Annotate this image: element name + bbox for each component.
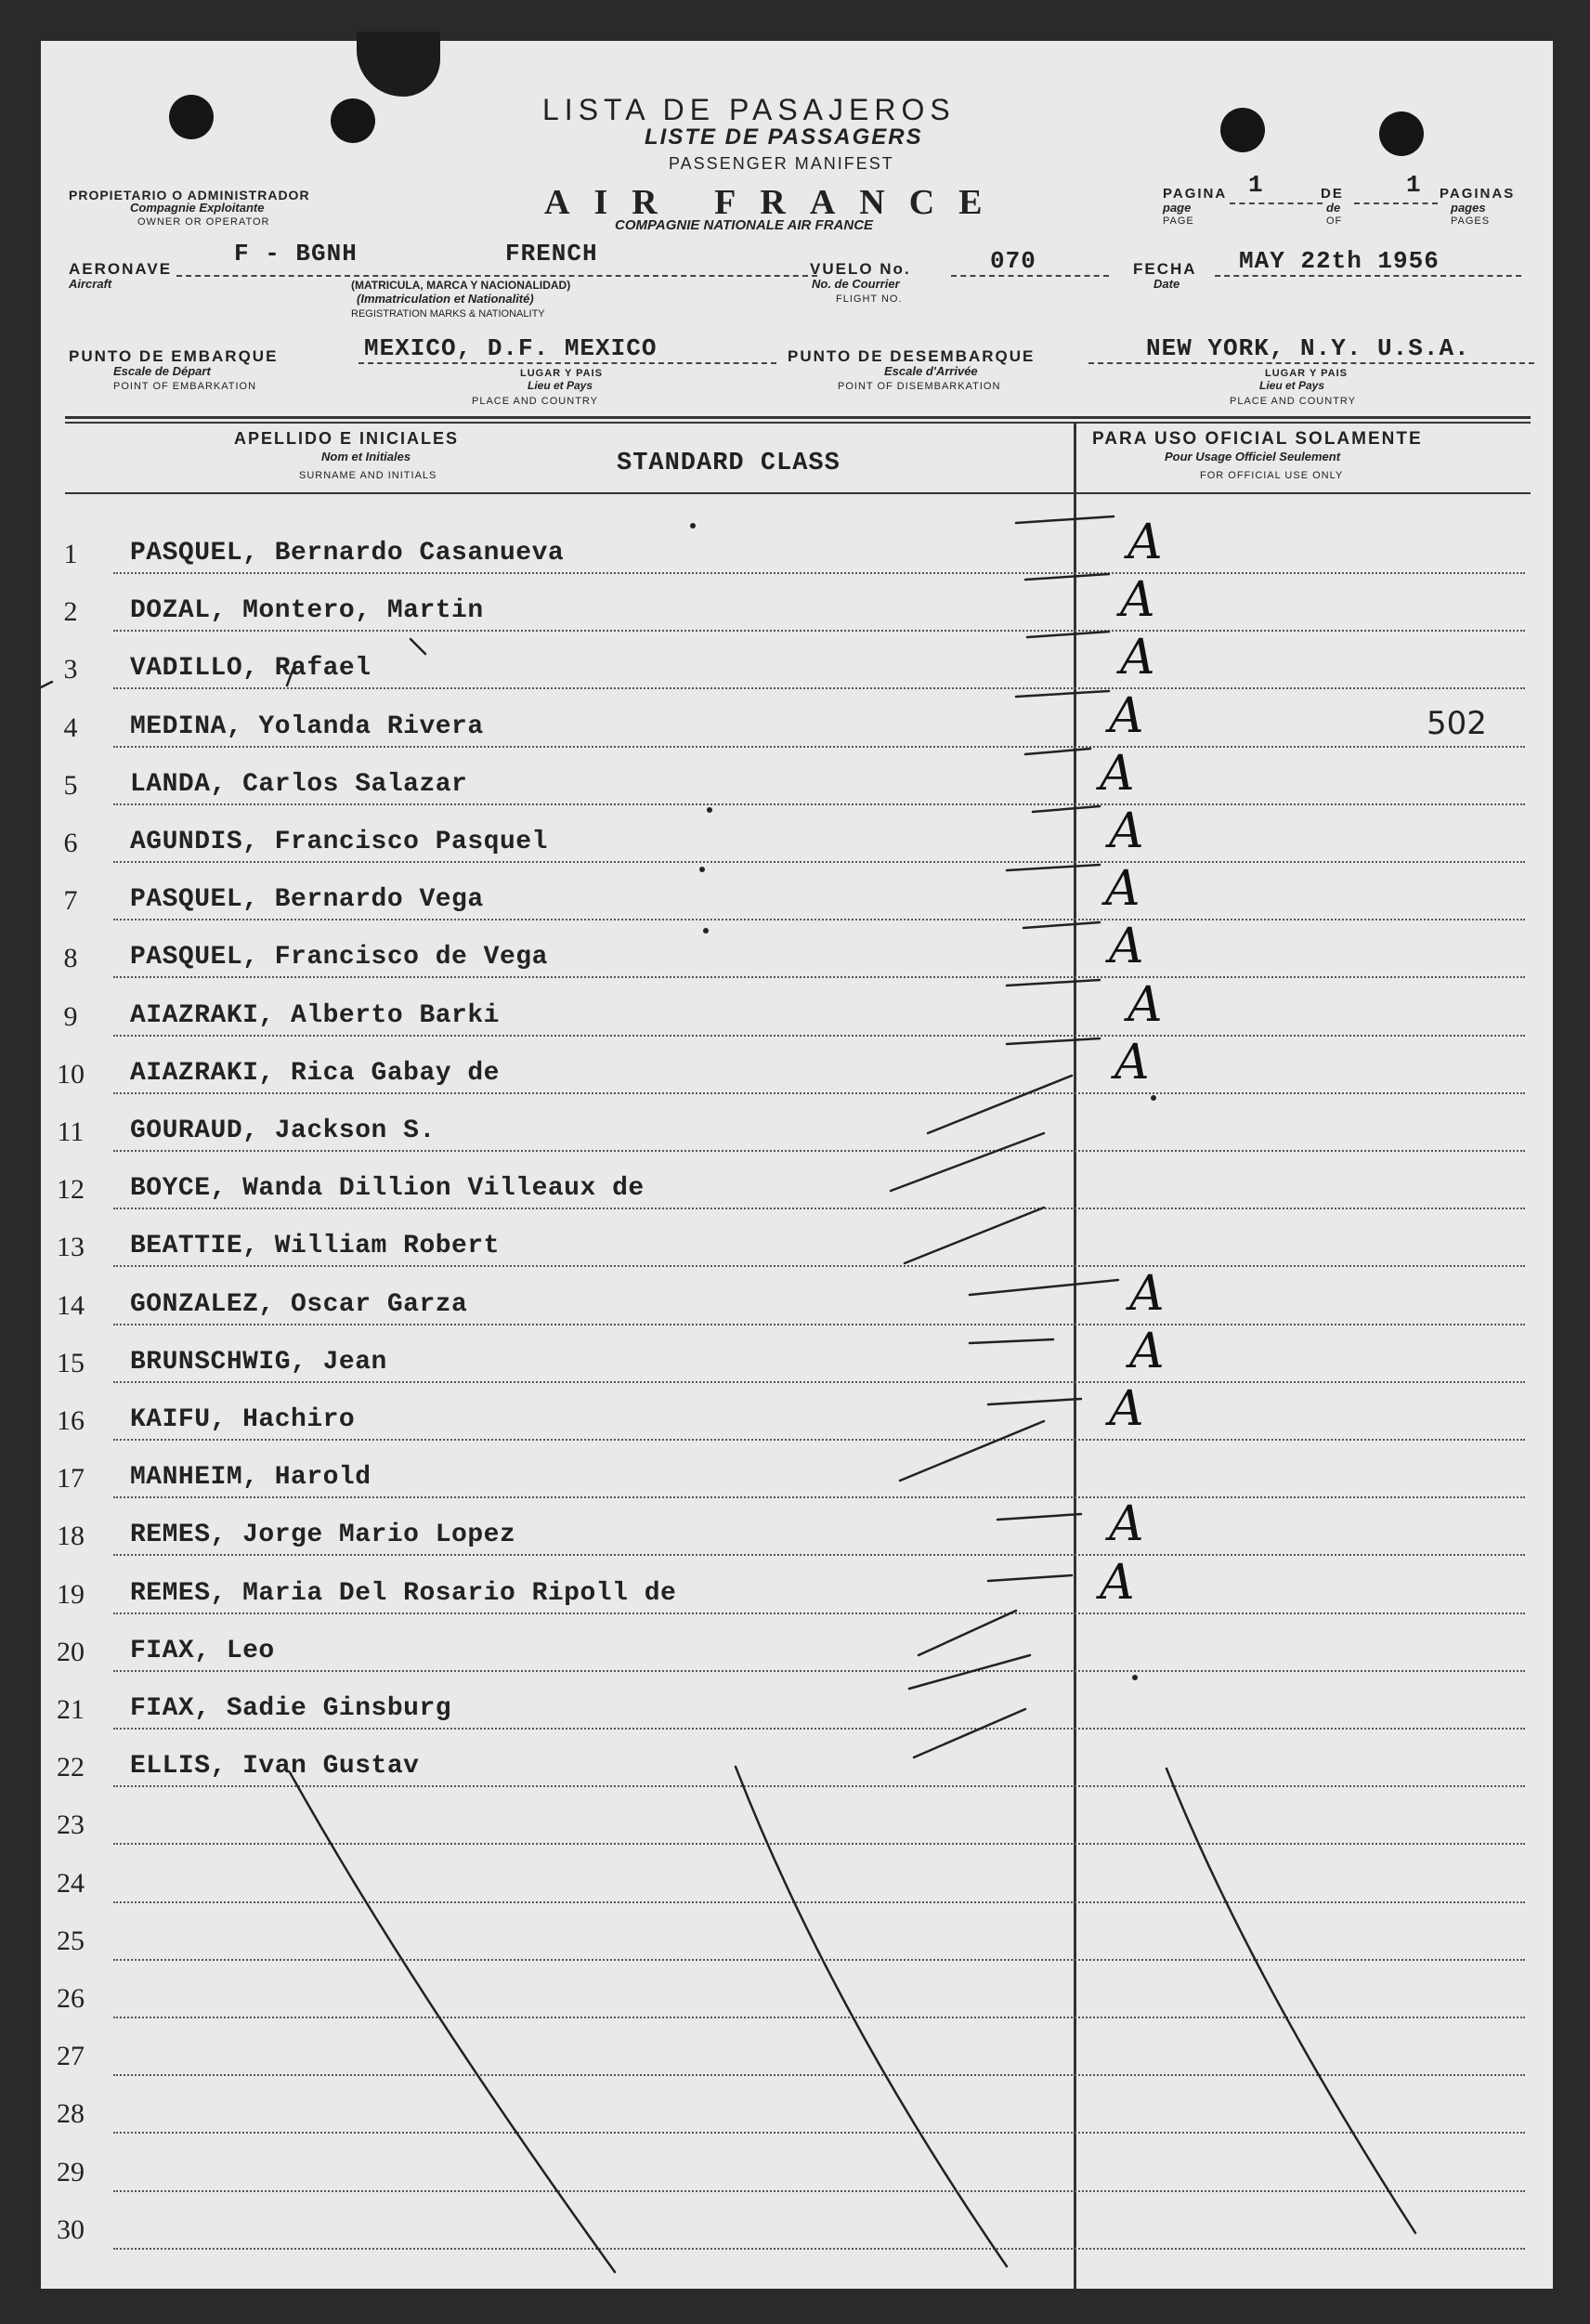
aircraft-label-fr: Aircraft (69, 277, 112, 291)
pen-dash (1023, 922, 1100, 928)
pen-dash (1007, 980, 1100, 986)
flight-number: 070 (990, 247, 1036, 275)
date-label-fr: Date (1153, 277, 1180, 291)
official-mark: A (1109, 803, 1144, 859)
disembark-value: NEW YORK, N.Y. U.S.A. (1146, 334, 1470, 362)
row-number: 5 (63, 769, 78, 801)
date-value: MAY 22th 1956 (1239, 247, 1440, 275)
title-es: LISTA DE PASAJEROS (542, 93, 956, 126)
passenger-name: BEATTIE, William Robert (130, 1232, 500, 1261)
row-number: 17 (57, 1463, 85, 1495)
row-number: 8 (63, 943, 78, 974)
aircraft-registration: F - BGNH (234, 240, 358, 268)
aircraft-label-es: AERONAVE (69, 260, 173, 278)
embark-value: MEXICO, D.F. MEXICO (364, 334, 658, 362)
row-number: 19 (57, 1578, 85, 1610)
pen-dot (703, 928, 709, 934)
official-mark: A (1109, 687, 1144, 744)
pen-slash (909, 1655, 1030, 1689)
pen-dash (970, 1280, 1118, 1295)
passenger-name: MANHEIM, Harold (130, 1463, 371, 1493)
row-number: 12 (57, 1174, 85, 1206)
row-number: 30 (57, 2213, 85, 2245)
de-label-fr: de (1326, 201, 1341, 215)
pen-dash (1007, 865, 1100, 870)
pen-dash (1016, 516, 1114, 523)
row-number: 29 (57, 2156, 85, 2187)
official-mark: A (1120, 630, 1155, 686)
pen-slash (900, 1421, 1044, 1481)
row-number: 3 (63, 654, 78, 685)
pen-dot (690, 523, 696, 529)
de-label-en: OF (1326, 215, 1343, 227)
row-number: 23 (57, 1809, 85, 1841)
row-number: 10 (57, 1058, 85, 1090)
passenger-name: REMES, Jorge Mario Lopez (130, 1521, 516, 1550)
pen-slash (891, 1133, 1044, 1191)
pages-label-fr: pages (1451, 201, 1486, 215)
pen-tick (411, 639, 425, 654)
passenger-name: BRUNSCHWIG, Jean (130, 1347, 387, 1377)
disembark-place-es: LUGAR Y PAIS (1265, 368, 1349, 379)
row-number: 9 (63, 1000, 78, 1032)
embark-place-es: LUGAR Y PAIS (520, 368, 604, 379)
embark-label-en: POINT OF EMBARKATION (113, 381, 257, 392)
row-number: 15 (57, 1347, 85, 1378)
pen-strokes (41, 41, 1553, 2289)
row-number: 4 (63, 712, 78, 743)
passenger-name: FIAX, Sadie Ginsburg (130, 1694, 452, 1723)
passenger-name: LANDA, Carlos Salazar (130, 769, 468, 799)
row-number: 1 (63, 539, 78, 569)
embark-place-en: PLACE AND COUNTRY (472, 396, 598, 407)
embark-label-es: PUNTO DE EMBARQUE (69, 347, 279, 365)
pen-dash (1027, 632, 1109, 637)
pen-dash (970, 1339, 1053, 1343)
pen-slash (905, 1208, 1044, 1263)
row-number: 18 (57, 1521, 85, 1552)
aircraft-sub-en: REGISTRATION MARKS & NATIONALITY (351, 308, 545, 320)
disembark-place-fr: Lieu et Pays (1259, 379, 1325, 392)
aircraft-nationality: FRENCH (505, 240, 598, 268)
passenger-name: REMES, Maria Del Rosario Ripoll de (130, 1578, 677, 1608)
disembark-place-en: PLACE AND COUNTRY (1230, 396, 1356, 407)
passenger-name: DOZAL, Montero, Martin (130, 596, 484, 626)
passenger-name: AGUNDIS, Francisco Pasquel (130, 828, 548, 856)
pen-tick (41, 682, 52, 691)
page-label-es: PAGINA (1163, 186, 1228, 202)
official-mark: A (1114, 1034, 1150, 1090)
pen-dash (1025, 574, 1109, 580)
row-number: 20 (57, 1636, 85, 1667)
col-official-en: FOR OFFICIAL USE ONLY (1200, 470, 1344, 481)
row-number: 16 (57, 1405, 85, 1436)
passenger-name: PASQUEL, Francisco de Vega (130, 943, 548, 973)
row-number: 27 (57, 2041, 85, 2072)
page-label-fr: page (1163, 201, 1192, 215)
pen-dash (997, 1514, 1081, 1520)
row-number: 6 (63, 828, 78, 858)
pen-dash (1016, 691, 1109, 697)
pages-label-en: PAGES (1451, 215, 1491, 227)
owner-label-es: PROPIETARIO O ADMINISTRADOR (69, 188, 310, 202)
passenger-name: AIAZRAKI, Alberto Barki (130, 1000, 500, 1030)
passenger-name: KAIFU, Hachiro (130, 1405, 356, 1434)
official-mark: A (1109, 919, 1144, 975)
row-number: 22 (57, 1752, 85, 1783)
de-label-es: DE (1321, 186, 1344, 202)
pages-label-es: PAGINAS (1440, 186, 1516, 202)
pen-dash (988, 1575, 1072, 1581)
pen-dot (699, 867, 705, 872)
class-label: STANDARD CLASS (617, 450, 841, 477)
page-label-en: PAGE (1163, 215, 1194, 227)
pen-dash (1025, 749, 1090, 754)
disembark-label-en: POINT OF DISEMBARKATION (838, 381, 1001, 392)
airline-name: AIR FRANCE (544, 183, 1007, 222)
title-fr: LISTE DE PASSAGERS (645, 124, 923, 150)
official-mark: A (1100, 745, 1135, 802)
page-total: 1 (1406, 171, 1422, 199)
pen-slash (919, 1611, 1016, 1655)
row-number: 24 (57, 1867, 85, 1899)
flight-label-en: FLIGHT NO. (836, 294, 903, 305)
embark-place-fr: Lieu et Pays (528, 379, 593, 392)
manifest-page (41, 41, 1553, 2289)
pen-dot (1132, 1675, 1138, 1680)
owner-label-en: OWNER OR OPERATOR (137, 216, 270, 228)
row-number: 14 (57, 1289, 85, 1321)
row-number: 13 (57, 1232, 85, 1263)
pen-cancel-line (1166, 1769, 1415, 2233)
title-en: PASSENGER MANIFEST (669, 154, 894, 173)
row-number: 21 (57, 1694, 85, 1725)
official-mark: A (1109, 1496, 1144, 1553)
official-mark: A (1129, 1323, 1165, 1379)
passenger-name: MEDINA, Yolanda Rivera (130, 712, 484, 741)
row-number: 28 (57, 2098, 85, 2130)
passenger-name: BOYCE, Wanda Dillion Villeaux de (130, 1174, 645, 1204)
passenger-name: PASQUEL, Bernardo Casanueva (130, 539, 565, 568)
passenger-name: AIAZRAKI, Rica Gabay de (130, 1058, 500, 1088)
passenger-name: ELLIS, Ivan Gustav (130, 1752, 420, 1782)
owner-label-fr: Compagnie Exploitante (130, 201, 265, 215)
official-mark: A (1129, 1265, 1165, 1322)
row-number: 25 (57, 1925, 85, 1956)
pen-cancel-line (290, 1772, 615, 2272)
official-mark: A (1105, 861, 1140, 918)
official-mark: A (1109, 1381, 1144, 1437)
row-number: 11 (57, 1116, 85, 1147)
col-name-en: SURNAME AND INITIALS (299, 470, 437, 481)
official-mark: A (1127, 515, 1163, 570)
pen-dash (1033, 806, 1100, 812)
flight-label-es: VUELO No. (810, 260, 911, 278)
pen-cancel-line (736, 1767, 1007, 2266)
pen-slash (928, 1076, 1072, 1133)
official-mark: A (1100, 1554, 1135, 1611)
col-official-es: PARA USO OFICIAL SOLAMENTE (1092, 429, 1423, 449)
official-mark: A (1127, 976, 1163, 1033)
airline-subtitle: COMPAGNIE NATIONALE AIR FRANCE (615, 217, 874, 233)
pen-dash (988, 1399, 1081, 1404)
col-official-fr: Pour Usage Officiel Seulement (1165, 450, 1341, 463)
aircraft-sub-es: (MATRICULA, MARCA Y NACIONALIDAD) (351, 279, 571, 292)
passenger-name: PASQUEL, Bernardo Vega (130, 885, 484, 915)
flight-label-fr: No. de Courrier (812, 277, 900, 291)
official-note: 502 (1427, 704, 1487, 742)
col-name-es: APELLIDO E INICIALES (234, 429, 460, 448)
passenger-name: GOURAUD, Jackson S. (130, 1116, 436, 1145)
row-number: 26 (57, 1983, 85, 2014)
pen-tick (287, 663, 295, 685)
disembark-label-es: PUNTO DE DESEMBARQUE (788, 347, 1036, 365)
col-name-fr: Nom et Initiales (321, 450, 411, 463)
row-number: 7 (63, 885, 78, 917)
disembark-label-fr: Escale d'Arrivée (884, 364, 978, 378)
pen-slash (914, 1709, 1025, 1757)
passenger-name: GONZALEZ, Oscar Garza (130, 1289, 468, 1319)
passenger-name: FIAX, Leo (130, 1636, 275, 1665)
page-number: 1 (1248, 171, 1264, 199)
embark-label-fr: Escale de Départ (113, 364, 211, 378)
pen-dash (1007, 1038, 1100, 1044)
official-mark: A (1120, 572, 1155, 629)
row-number: 2 (63, 596, 78, 628)
pen-dot (707, 807, 712, 813)
date-label-es: FECHA (1133, 260, 1197, 278)
passenger-name: VADILLO, Rafael (130, 654, 371, 684)
aircraft-sub-fr: (Immatriculation et Nationalité) (357, 292, 534, 306)
pen-dot (1151, 1095, 1156, 1101)
